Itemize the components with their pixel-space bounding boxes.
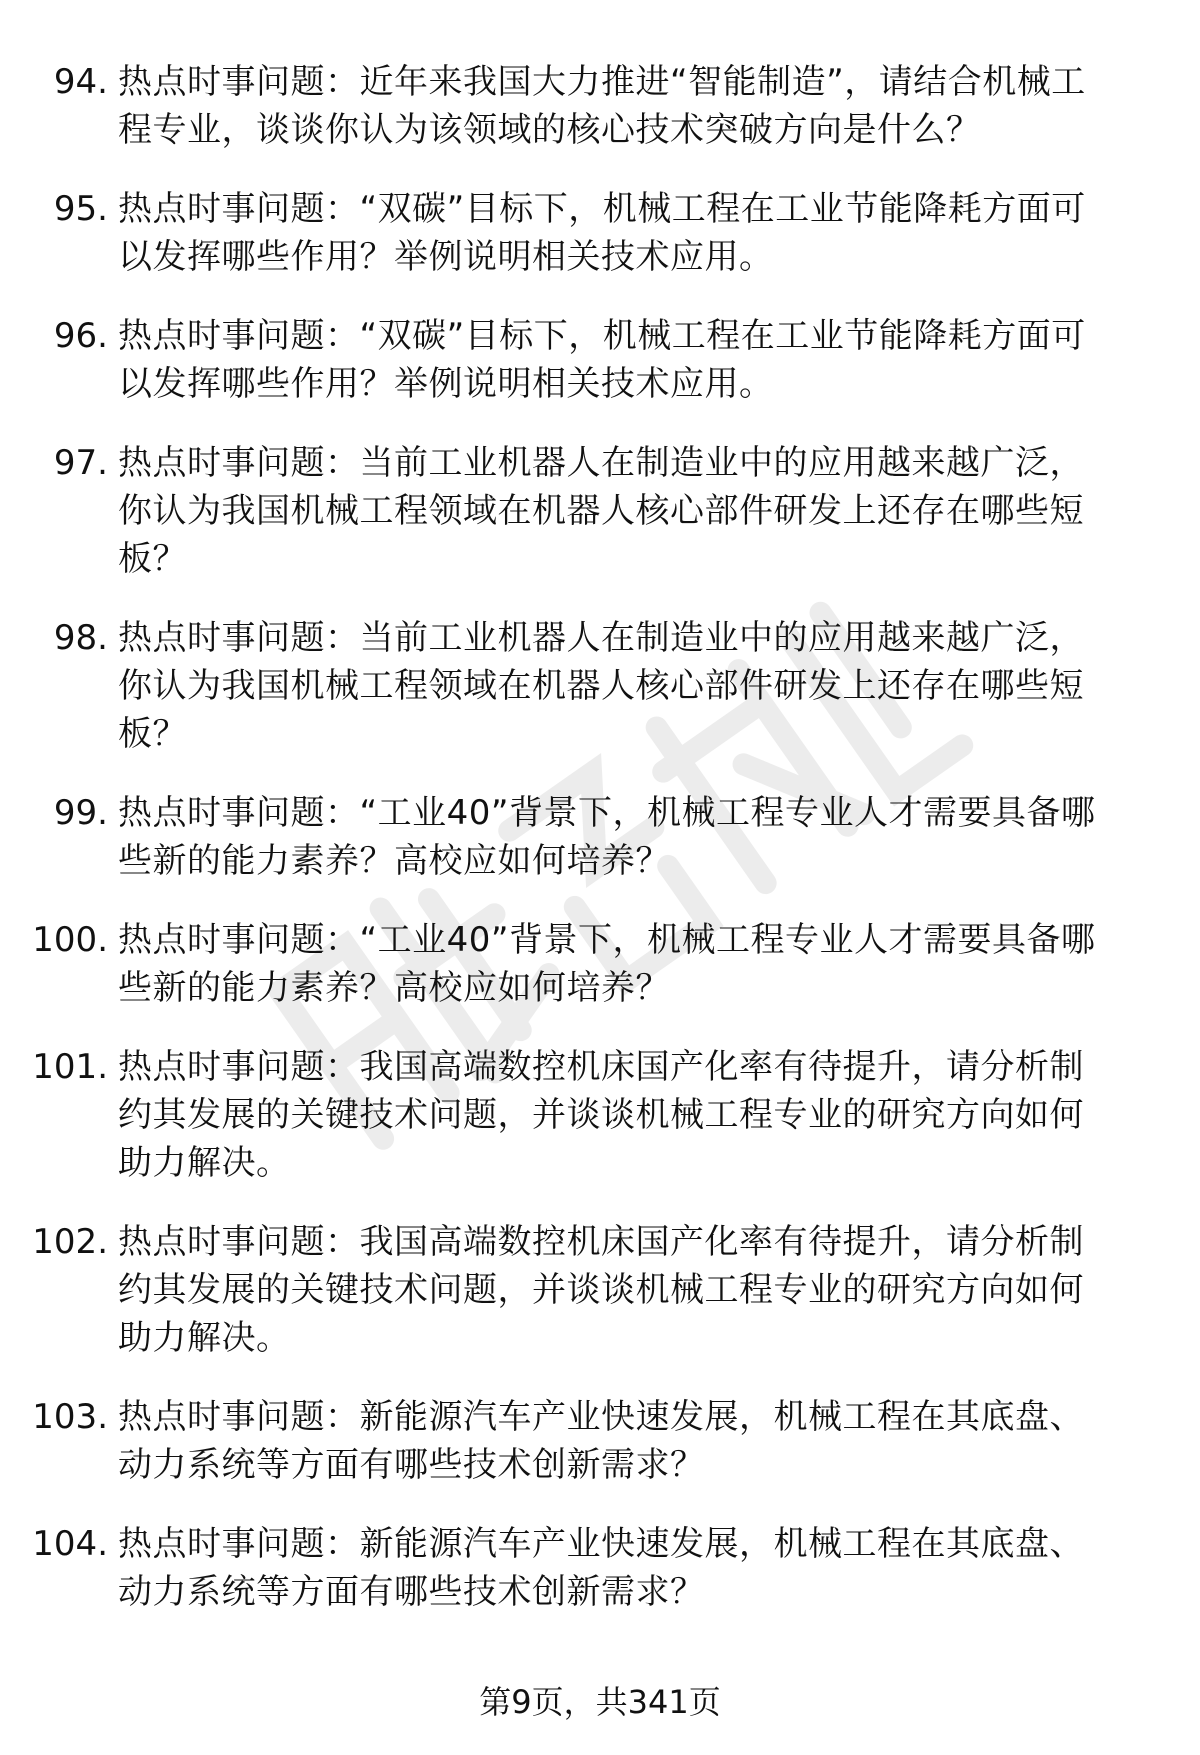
question-text: 热点时事问题：“双碳”目标下，机械工程在工业节能降耗方面可以发挥哪些作用？举例说明相关技术应用。 xyxy=(118,316,1086,404)
page-footer: 第9页，共341页 xyxy=(479,1683,721,1721)
question-text: 热点时事问题：新能源汽车产业快速发展，机械工程在其底盘、动力系统等方面有哪些技术创新需求？ xyxy=(118,1524,1084,1612)
question-text: 热点时事问题：我国高端数控机床国产化率有待提升，请分析制约其发展的关键技术问题，并谈谈机械工程专业的研究方向如何助力解决。 xyxy=(118,1047,1084,1183)
question-item xyxy=(0,1520,1200,1616)
question-text: 热点时事问题：新能源汽车产业快速发展，机械工程在其底盘、动力系统等方面有哪些技术创新需求？ xyxy=(118,1397,1084,1485)
question-item xyxy=(0,185,1200,281)
question-text: 热点时事问题：当前工业机器人在制造业中的应用越来越广泛，你认为我国机械工程领域在机器人核心部件研发上还存在哪些短板？ xyxy=(118,618,1084,754)
question-number: 103. xyxy=(32,1397,108,1437)
question-item xyxy=(0,916,1200,1012)
question-number: 95. xyxy=(53,189,108,229)
question-number: 101. xyxy=(32,1047,108,1087)
question-number: 102. xyxy=(32,1222,108,1262)
question-number: 98. xyxy=(53,618,108,658)
question-item xyxy=(0,58,1200,154)
question-list xyxy=(0,58,1200,1647)
question-item xyxy=(0,312,1200,408)
question-item xyxy=(0,789,1200,885)
question-number: 100. xyxy=(32,920,108,960)
question-number: 99. xyxy=(53,793,108,833)
question-item xyxy=(0,1393,1200,1489)
question-text: 热点时事问题：“工业40”背景下，机械工程专业人才需要具备哪些新的能力素养？高校应如何培养？ xyxy=(118,920,1096,1008)
question-item xyxy=(0,1043,1200,1187)
question-text: 热点时事问题：“工业40”背景下，机械工程专业人才需要具备哪些新的能力素养？高校应如何培养？ xyxy=(118,793,1096,881)
question-text: 热点时事问题：“双碳”目标下，机械工程在工业节能降耗方面可以发挥哪些作用？举例说明相关技术应用。 xyxy=(118,189,1086,277)
question-number: 94. xyxy=(53,62,108,102)
question-number: 96. xyxy=(53,316,108,356)
question-item xyxy=(0,1218,1200,1362)
question-text: 热点时事问题：当前工业机器人在制造业中的应用越来越广泛，你认为我国机械工程领域在机器人核心部件研发上还存在哪些短板？ xyxy=(118,443,1084,579)
question-number: 97. xyxy=(53,443,108,483)
question-item xyxy=(0,614,1200,758)
question-number: 104. xyxy=(32,1524,108,1564)
question-text: 热点时事问题：近年来我国大力推进“智能制造”，请结合机械工程专业，谈谈你认为该领域的核心技术突破方向是什么？ xyxy=(118,62,1086,150)
question-text: 热点时事问题：我国高端数控机床国产化率有待提升，请分析制约其发展的关键技术问题，并谈谈机械工程专业的研究方向如何助力解决。 xyxy=(118,1222,1084,1358)
question-item xyxy=(0,439,1200,583)
